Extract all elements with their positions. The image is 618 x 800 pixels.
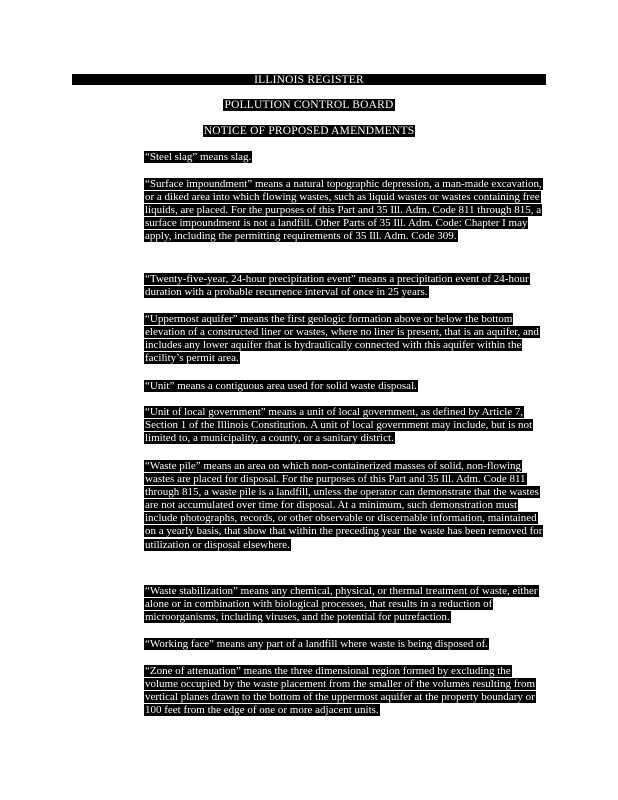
definition-unit xyxy=(144,380,544,393)
definition-text: “Unit of local government” means a unit of local government, as defined by Article 7, Section 1 of the Illinois Constitution. A unit of local government may include, but is not limited to, a municipality, a county, or a sanitary district. xyxy=(145,406,533,445)
definition-waste-stabilization xyxy=(144,585,544,624)
notice-title xyxy=(0,125,618,137)
definition-steel-slag xyxy=(144,151,544,164)
definition-text: “Uppermost aquifer” means the first geologic formation above or below the bottom elevation of a constructed liner or wastes, where no liner is present, that is an aquifer, and includes any lower aquifer that is hydraulically connected with this aquifer within the facility’s permit area. xyxy=(145,313,539,365)
board-title-text: POLLUTION CONTROL BOARD xyxy=(224,99,394,111)
definition-text: “Steel slag” means slag. xyxy=(145,151,252,163)
definition-text: “Unit” means a contiguous area used for solid waste disposal. xyxy=(145,380,417,392)
definition-unit-of-local-government xyxy=(144,406,544,445)
definition-precipitation-event xyxy=(144,273,544,299)
register-title xyxy=(0,74,618,86)
definition-waste-pile xyxy=(144,460,544,552)
board-title xyxy=(0,99,618,111)
definition-zone-of-attenuation xyxy=(144,665,544,717)
definition-text: “Working face” means any part of a landfill where waste is being disposed of. xyxy=(145,638,489,650)
definition-text: “Waste pile” means an area on which non-containerized masses of solid, non-flowing wastes are placed for disposal. For the purposes of this Part and 35 Ill. Adm. Code 811 through 815, a waste pile is a landfill, unless the operator can demonstrate that the wastes are not accumulated over time for disposal. At a minimum, such demonstration must include photographs, records, or other observable or discernable information, maintained on a yearly basis, that show that within the preceding year the waste has been removed for utilization or disposal elsewhere. xyxy=(145,460,543,551)
notice-title-text: NOTICE OF PROPOSED AMENDMENTS xyxy=(203,125,415,137)
register-title-text: ILLINOIS REGISTER xyxy=(254,74,364,86)
definition-text: “Surface impoundment” means a natural topographic depression, a man-made excavation, or a diked area into which flowing wastes, such as liquid wastes or wastes containing free liquids, are placed. For the purposes of this Part and 35 Ill. Adm. Code 811 through 815, a surface impoundment is not a landfill. Other Parts of 35 Ill. Adm. Code: Chapter I may apply, including the permitting requirements of 35 Ill. Adm. Code 309. xyxy=(145,178,542,243)
definition-uppermost-aquifer xyxy=(144,313,544,365)
definition-working-face xyxy=(144,638,544,651)
definition-text: “Twenty-five-year, 24-hour precipitation event” means a precipitation event of 24-hour duration with a probable recurrence interval of once in 25 years. xyxy=(145,273,529,299)
definition-text: “Zone of attenuation” means the three dimensional region formed by excluding the volume occupied by the waste placement from the smaller of the volumes resulting from vertical planes drawn to the bottom of the uppermost aquifer at the property boundary or 100 feet from the edge of one or more adjacent units. xyxy=(145,665,536,717)
definition-surface-impoundment xyxy=(144,178,544,243)
definition-text: “Waste stabilization” means any chemical, physical, or thermal treatment of waste, either alone or in combination with biological processes, that results in a reduction of microorganisms, including viruses, and the potential for putrefaction. xyxy=(145,585,538,624)
